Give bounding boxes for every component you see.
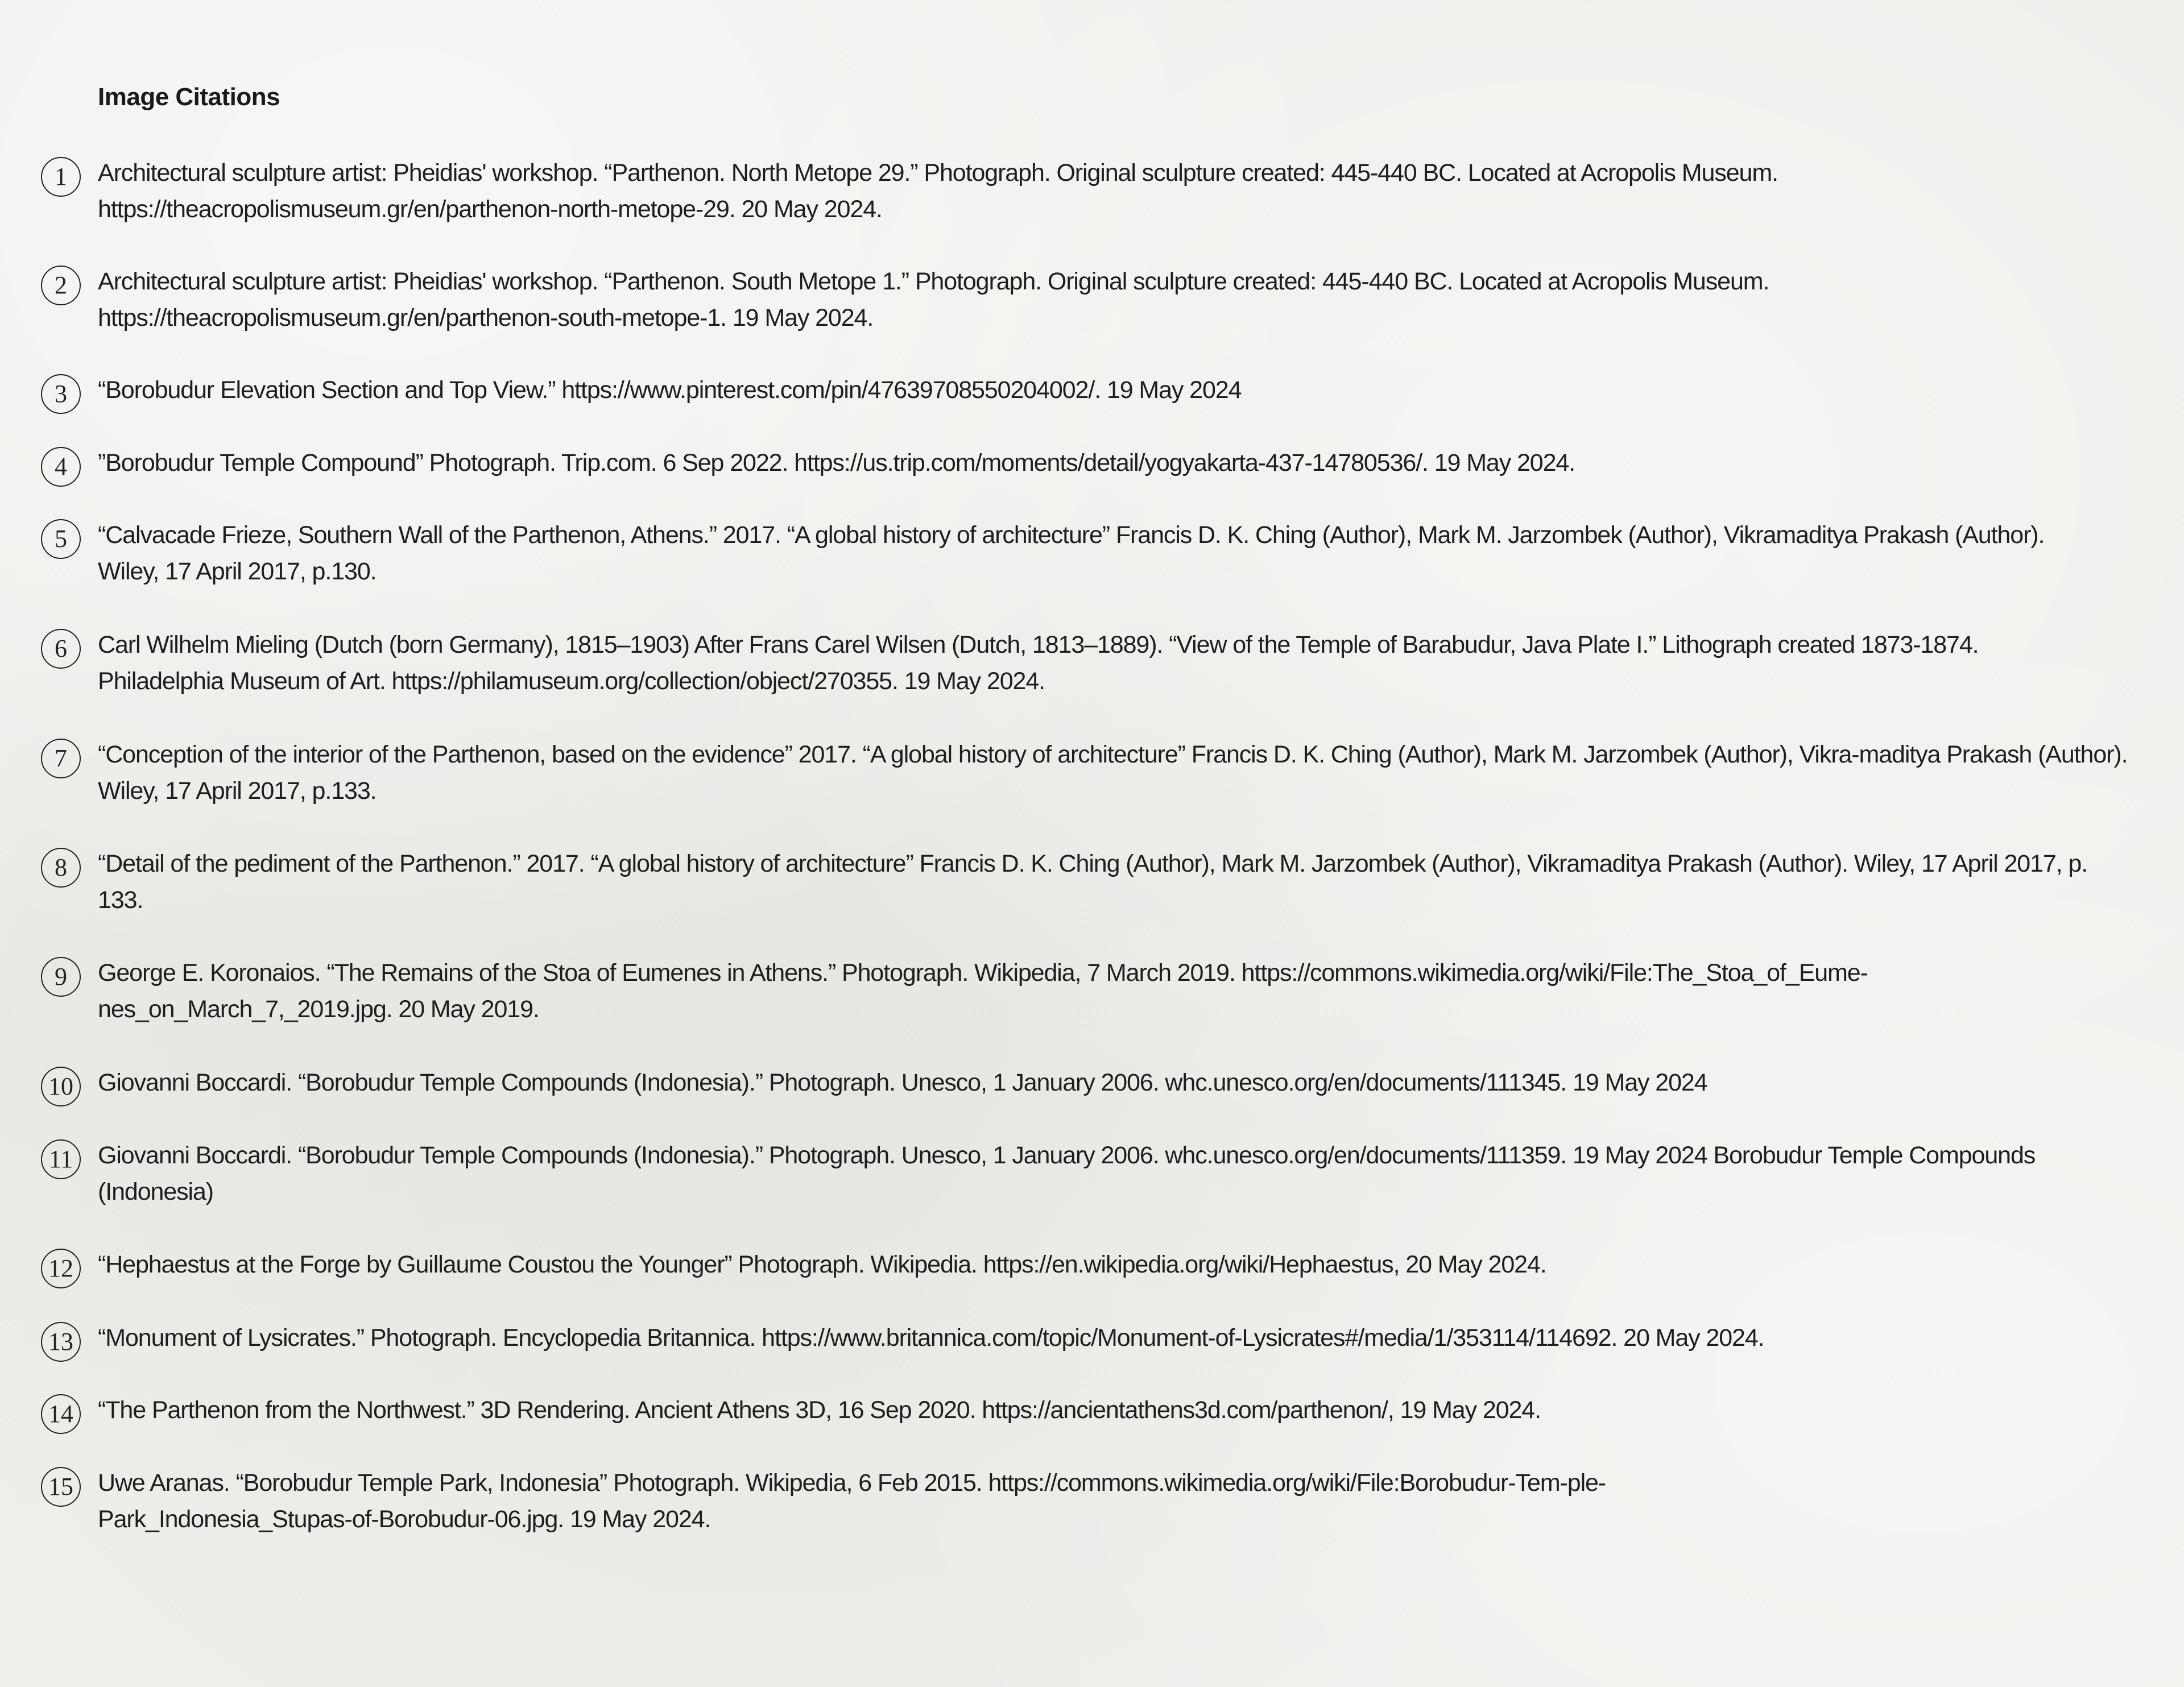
citation-text: Uwe Aranas. “Borobudur Temple Park, Indonesia” Photograph. Wikipedia, 6 Feb 2015. https://commons.wikimedia.org/wiki/File:Borobudur-Tem-ple-Park_Indonesia_Stupas-of-Borobudur-06.jpg. 19 May 2024. — [98, 1469, 1606, 1533]
page-title: Image Citations — [98, 83, 280, 111]
citation-number-badge: 12 — [41, 1249, 81, 1288]
citation-text: Giovanni Boccardi. “Borobudur Temple Compounds (Indonesia).” Photograph. Unesco, 1 January 2006. whc.unesco.org/en/documents/111359. 19 May 2024 Borobudur Temple Compounds (Indonesia) — [98, 1142, 2036, 1205]
citation-text: Carl Wilhelm Mieling (Dutch (born Germany), 1815–1903) After Frans Carel Wilsen (Dutch, 1813–1889). “View of the Temple of Barabudur, Java Plate I.” Lithograph created 1873-1874. Philadelphia Museum of Art. https://philamuseum.org/collection/object/270355. 19 May 2024. — [98, 631, 1979, 695]
citation-number-badge: 5 — [41, 519, 81, 559]
citation-text: George E. Koronaios. “The Remains of the Stoa of Eumenes in Athens.” Photograph. Wikipedia, 7 March 2019. https://commons.wikimedia.org/wiki/File:The_Stoa_of_Eume-nes_on_March_7,_2019.jpg. 20 May 2019. — [98, 959, 1868, 1023]
citation-number-badge: 1 — [41, 157, 81, 197]
citation-number-badge: 15 — [41, 1467, 81, 1507]
citation-text: “Hephaestus at the Forge by Guillaume Coustou the Younger” Photograph. Wikipedia. https://en.wikipedia.org/wiki/Hephaestus, 20 May 2024. — [98, 1251, 1546, 1278]
citation-number-badge: 6 — [41, 629, 81, 669]
citation-text: “Borobudur Elevation Section and Top View.” https://www.pinterest.com/pin/47639708550204002/. 19 May 2024 — [98, 376, 1242, 404]
citation-number-badge: 8 — [41, 848, 81, 888]
citation-text: Architectural sculpture artist: Pheidias' workshop. “Parthenon. North Metope 29.” Photograph. Original sculpture created: 445-440 BC. Located at Acropolis Museum. https://theacropolismuseum.gr/en/parthenon-north-metope-29. 20 May 2024. — [98, 159, 1778, 223]
citation-number-badge: 7 — [41, 739, 81, 778]
citation-text: “Monument of Lysicrates.” Photograph. Encyclopedia Britannica. https://www.britannica.com/topic/Monument-of-Lysicrates#/media/1/353114/114692. 20 May 2024. — [98, 1324, 1764, 1352]
citation-number-badge: 14 — [41, 1394, 81, 1434]
citation-number-badge: 9 — [41, 957, 81, 997]
citation-text: Giovanni Boccardi. “Borobudur Temple Compounds (Indonesia).” Photograph. Unesco, 1 January 2006. whc.unesco.org/en/documents/111345. 19 May 2024 — [98, 1069, 1707, 1096]
citation-number-badge: 13 — [41, 1322, 81, 1362]
citation-text: ”Borobudur Temple Compound” Photograph. Trip.com. 6 Sep 2022. https://us.trip.com/moments/detail/yogyakarta-437-14780536/. 19 May 2024. — [98, 449, 1575, 476]
citation-text: Architectural sculpture artist: Pheidias' workshop. “Parthenon. South Metope 1.” Photograph. Original sculpture created: 445-440 BC. Located at Acropolis Museum. https://theacropolismuseum.gr/en/parthenon-south-metope-1. 19 May 2024. — [98, 268, 1769, 331]
citation-number-badge: 3 — [41, 374, 81, 414]
citation-text: “The Parthenon from the Northwest.” 3D Rendering. Ancient Athens 3D, 16 Sep 2020. https://ancientathens3d.com/parthenon/, 19 May 2024. — [98, 1396, 1541, 1424]
citation-number-badge: 10 — [41, 1067, 81, 1106]
citation-number-badge: 11 — [41, 1139, 81, 1179]
citation-text: “Detail of the pediment of the Parthenon.” 2017. “A global history of architecture” Francis D. K. Ching (Author), Mark M. Jarzombek (Author), Vikramaditya Prakash (Author). Wiley, 17 April 2017, p. 133. — [98, 850, 2088, 914]
citation-text: “Calvacade Frieze, Southern Wall of the Parthenon, Athens.” 2017. “A global history of architecture” Francis D. K. Ching (Author), Mark M. Jarzombek (Author), Vikramaditya Prakash (Author). Wiley, 17 April 2017, p.130. — [98, 521, 2045, 585]
citation-number-badge: 2 — [41, 266, 81, 305]
citation-text: “Conception of the interior of the Parthenon, based on the evidence” 2017. “A global history of architecture” Francis D. K. Ching (Author), Mark M. Jarzombek (Author), Vikra-maditya Prakash (Author). Wiley, 17 April 2017, p.133. — [98, 741, 2128, 805]
citation-number-badge: 4 — [41, 447, 81, 487]
